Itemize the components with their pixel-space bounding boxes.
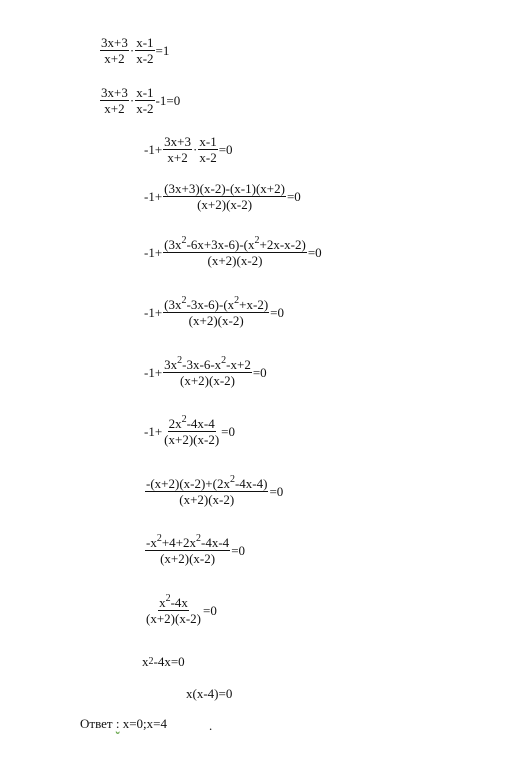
fraction: $\frac{3x+3}{x+2}$ (164, 134, 192, 165)
answer-line (80, 716, 167, 732)
step-5: -1+ $\frac{(3x^2-6x+3x-6)-(x^2+2x-x-2)}{(x+2)(x-2)}$ =0 (144, 235, 322, 268)
answer-colon: : (115, 716, 120, 731)
step-7: -1+ $\frac{3x^2-3x-6-x^2-x+2}{(x+2)(x-2)}$ =0 (144, 355, 267, 388)
fraction: $\frac{3x+3}{x+2}$ (101, 35, 128, 66)
fraction: $\frac{-(x+2)(x-2)+(2x^2-4x-4)}{(x+2)(x-2)}$ (146, 474, 268, 507)
step-6: -1+ $\frac{(3x^2-3x-6)-(x^2+x-2)}{(x+2)(x-2)}$ =0 (144, 295, 285, 328)
step-4: -1+ $\frac{(3x+3)(x-2)-(x-1)(x+2)}{(x+2)(x-2)}$ =0 (144, 181, 301, 212)
step-2: $\frac{3x+3}{x+2}$ · $\frac{x-1}{x-2}$ -1=0 (101, 85, 181, 116)
fraction: $\frac{x-1}{x-2}$ (136, 85, 154, 116)
fraction: $\frac{(3x+3)(x-2)-(x-1)(x+2)}{(x+2)(x-2)}$ (164, 181, 285, 212)
fraction: $\frac{x-1}{x-2}$ (136, 35, 154, 66)
fraction: $\frac{2x^2-4x-4}{(x+2)(x-2)}$ (164, 414, 220, 447)
answer-text: x=0;x=4 (122, 716, 167, 731)
fraction: $\frac{(3x^2-6x+3x-6)-(x^2+2x-x-2)}{(x+2)(x-2)}$ (164, 235, 306, 268)
step-3: -1+ $\frac{3x+3}{x+2}$ · $\frac{x-1}{x-2}$ =0 (144, 134, 233, 165)
step-8: -1+ $\frac{2x^2-4x-4}{(x+2)(x-2)}$ =0 (144, 414, 235, 447)
answer-label: Ответ (80, 716, 113, 731)
trailing-dot: . (209, 718, 213, 733)
fraction: $\frac{3x+3}{x+2}$ (101, 85, 128, 116)
fraction: $\frac{3x^2-3x-6-x^2-x+2}{(x+2)(x-2)}$ (164, 355, 251, 388)
step-11: $\frac{x^2-4x}{(x+2)(x-2)}$ =0 (146, 593, 217, 626)
fraction: $\frac{(3x^2-3x-6)-(x^2+x-2)}{(x+2)(x-2)}$ (164, 295, 269, 328)
fraction: $\frac{x-1}{x-2}$ (199, 134, 217, 165)
step-10: $\frac{-x^2+4+2x^2-4x-4}{(x+2)(x-2)}$ =0 (146, 533, 246, 566)
step-1: $\frac{3x+3}{x+2}$ · $\frac{x-1}{x-2}$ =1 (101, 35, 170, 66)
step-9: $\frac{-(x+2)(x-2)+(2x^2-4x-4)}{(x+2)(x-2)}$ =0 (146, 474, 284, 507)
fraction: $\frac{x^2-4x}{(x+2)(x-2)}$ (146, 593, 201, 626)
step-13: x(x-4)=0 (186, 686, 233, 701)
step-12: x 2 -4x=0 (142, 654, 185, 669)
fraction: $\frac{-x^2+4+2x^2-4x-4}{(x+2)(x-2)}$ (146, 533, 230, 566)
